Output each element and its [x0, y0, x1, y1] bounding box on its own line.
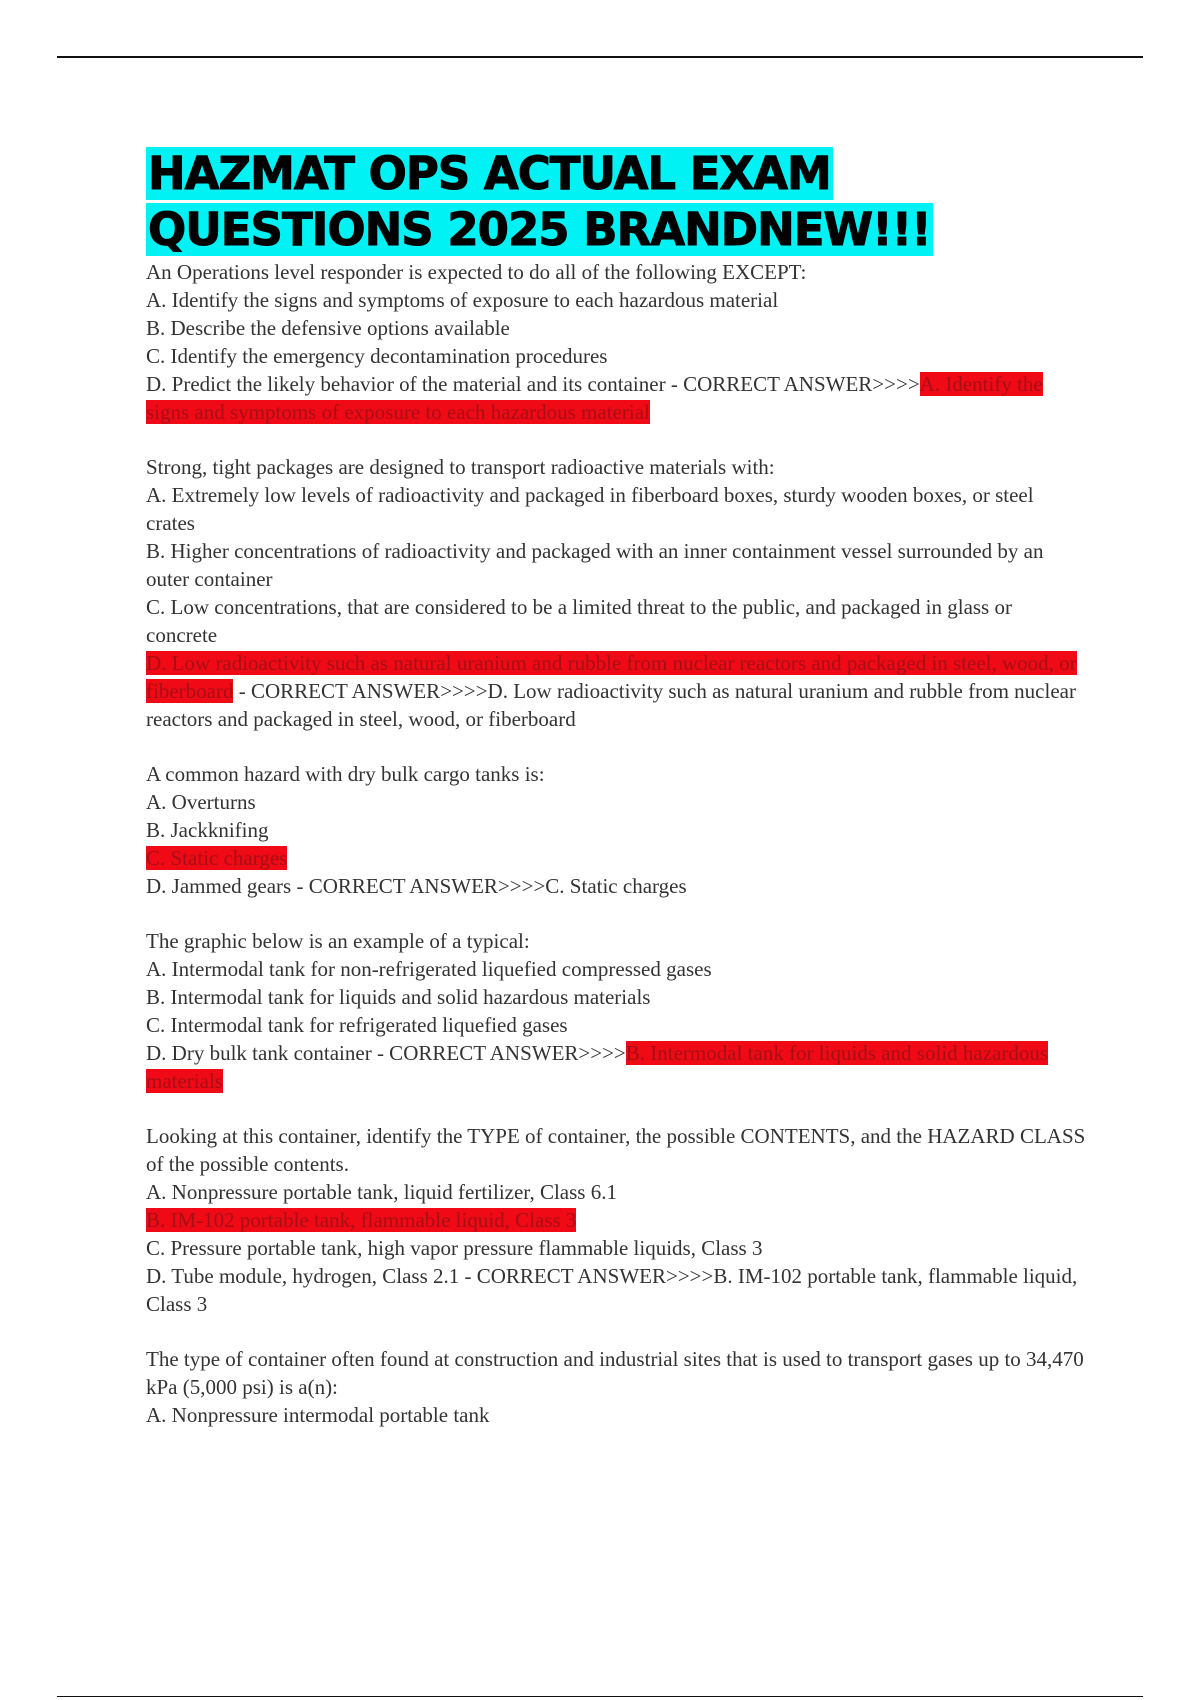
top-rule: [57, 56, 1143, 58]
option-c: C. Pressure portable tank, high vapor pressure flammable liquids, Class 3: [146, 1236, 763, 1260]
option-b: B. Jackknifing: [146, 818, 269, 842]
option-c: C. Low concentrations, that are considered to be a limited threat to the public, and packaged in glass or concrete: [146, 595, 1012, 647]
question-stem: Strong, tight packages are designed to transport radioactive materials with:: [146, 455, 775, 479]
highlighted-answer: A. Identify the signs and symptoms of exposure to each hazardous material: [146, 372, 1043, 424]
document-body: [146, 146, 1086, 1429]
option-c: [146, 844, 1086, 872]
question-stem: An Operations level responder is expected to do all of the following EXCEPT:: [146, 260, 807, 284]
question-stem: A common hazard with dry bulk cargo tanks is:: [146, 762, 545, 786]
option-c: C. Identify the emergency decontamination procedures: [146, 344, 608, 368]
option-a: A. Nonpressure portable tank, liquid fertilizer, Class 6.1: [146, 1180, 617, 1204]
question-stem: The type of container often found at construction and industrial sites that is used to transport gases up to 34,470 kPa (5,000 psi) is a(n):: [146, 1347, 1084, 1399]
highlighted-answer: C. Static charges: [146, 846, 288, 870]
option-b: B. Higher concentrations of radioactivity and packaged with an inner containment vessel surrounded by an outer container: [146, 539, 1044, 591]
option-a: A. Intermodal tank for non-refrigerated liquefied compressed gases: [146, 957, 712, 981]
question-stem: Looking at this container, identify the TYPE of container, the possible CONTENTS, and the HAZARD CLASS of the possible contents.: [146, 1124, 1086, 1176]
question-3: [146, 760, 1086, 900]
option-a: A. Extremely low levels of radioactivity and packaged in fiberboard boxes, sturdy wooden boxes, or steel crates: [146, 483, 1034, 535]
option-d: D. Dry bulk tank container - CORRECT ANSWER>>>>B. Intermodal tank for liquids and solid hazardous materials: [146, 1041, 1049, 1093]
question-6: [146, 1345, 1086, 1429]
question-4: [146, 927, 1086, 1095]
option-d: D. Predict the likely behavior of the material and its container - CORRECT ANSWER>>>>A. Identify the signs and symptoms of exposure to each hazardous material: [146, 372, 1043, 424]
option-a: A. Identify the signs and symptoms of exposure to each hazardous material: [146, 288, 779, 312]
option-a: A. Nonpressure intermodal portable tank: [146, 1403, 490, 1427]
question-1: [146, 258, 1086, 426]
option-d: D. Jammed gears - CORRECT ANSWER>>>>C. Static charges: [146, 874, 687, 898]
option-b: [146, 1206, 1086, 1234]
question-2: [146, 453, 1086, 733]
option-d: D. Low radioactivity such as natural uranium and rubble from nuclear reactors and packaged in steel, wood, or fiberboard - CORRECT ANSWER>>>>D. Low radioactivity such as natural uranium and rubble from nuclear reactors and packaged in steel, wood, or fiberboard: [146, 651, 1077, 731]
option-a: A. Overturns: [146, 790, 256, 814]
question-5: [146, 1122, 1086, 1318]
highlighted-answer: B. Intermodal tank for liquids and solid hazardous materials: [146, 1041, 1049, 1093]
highlighted-answer: D. Low radioactivity such as natural uranium and rubble from nuclear reactors and packaged in steel, wood, or fiberboard: [146, 651, 1077, 703]
option-d: D. Tube module, hydrogen, Class 2.1 - CORRECT ANSWER>>>>B. IM-102 portable tank, flammable liquid, Class 3: [146, 1264, 1078, 1316]
document-title: HAZMAT OPS ACTUAL EXAM QUESTIONS 2025 BRANDNEW!!!: [148, 147, 931, 256]
question-stem: The graphic below is an example of a typical:: [146, 929, 530, 953]
bottom-rule: [57, 1696, 1143, 1697]
option-b: B. Describe the defensive options available: [146, 316, 510, 340]
highlighted-answer: B. IM-102 portable tank, flammable liquid, Class 3: [146, 1208, 577, 1232]
option-b: B. Intermodal tank for liquids and solid hazardous materials: [146, 985, 651, 1009]
option-c: C. Intermodal tank for refrigerated liquefied gases: [146, 1013, 568, 1037]
